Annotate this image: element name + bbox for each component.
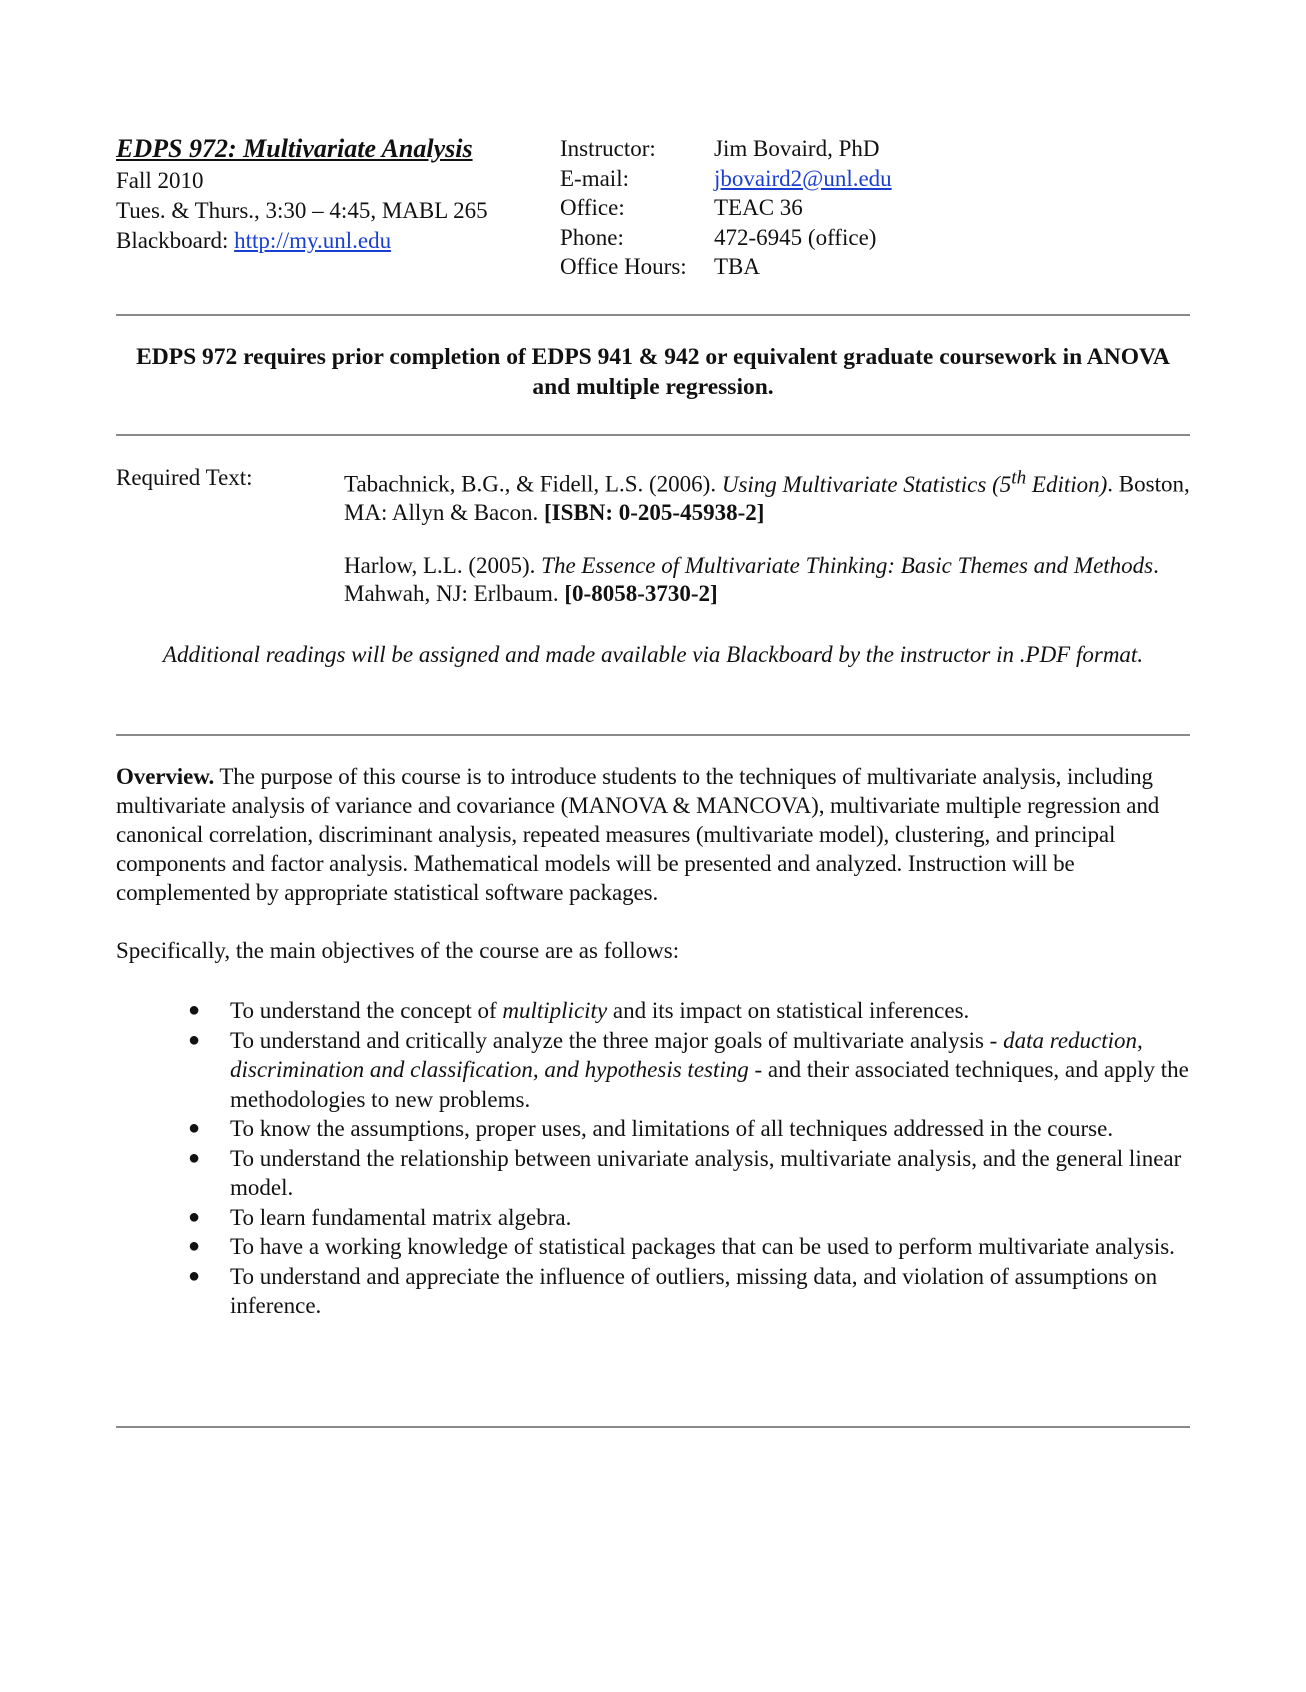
list-item [116,1203,1190,1233]
prerequisite-notice: EDPS 972 requires prior completion of EDPS 941 & 942 or equivalent graduate coursework in ANOVA and multiple regression. [136,344,1170,400]
course-term: Fall 2010 [116,168,204,193]
ref-authors: Tabachnick, B.G., & Fidell, L.S. (2006). [344,471,722,497]
course-schedule: Tues. & Thurs., 3:30 – 4:45, MABL 265 [116,198,488,223]
reference-tabachnick [344,464,1190,527]
contact-row-email [560,164,980,194]
divider [116,314,1190,316]
email-link[interactable]: jbovaird2@unl.edu [714,165,892,191]
blackboard-link[interactable]: http://my.unl.edu [234,228,392,253]
objective-text: To know the assumptions, proper uses, and limitations of all techniques addressed in the course. [230,1116,1114,1141]
divider [116,734,1190,736]
bullet-icon: ● [188,1235,201,1257]
objectives-intro: Specifically, the main objectives of the course are as follows: [116,938,680,963]
bullet-icon: ● [188,999,201,1021]
list-item [116,1232,1190,1262]
list-item [116,996,1190,1026]
objective-text: - and their associated techniques, and apply the methodologies to new problems. [230,1057,1189,1112]
objective-text: To have a working knowledge of statistical packages that can be used to perform multivariate analysis. [230,1234,1175,1259]
list-item [116,1114,1190,1144]
overview-text: The purpose of this course is to introduce students to the techniques of multivariate analysis, including multivariate analysis of variance and covariance (MANOVA & MANCOVA), multivariate multiple regression and canonical correlation, discriminant analysis, repeated measures (multivariate model), clustering, and principal components and factor analysis. Mathematical models will be presented and analyzed. Instruction will be complemented by appropriate statistical software packages. [116,764,1160,905]
list-item [116,1026,1190,1115]
bullet-icon: ● [188,1146,201,1169]
instructor-name: Jim Bovaird, PhD [714,136,880,161]
contact-row-office [560,193,980,223]
divider [116,434,1190,436]
objective-text: To understand and critically analyze the three major goals of multivariate analysis - [230,1027,1004,1053]
phone-number: 472-6945 (office) [714,224,877,250]
list-item [116,1262,1190,1321]
contact-label: Office Hours: [560,254,687,279]
office-hours: TBA [714,254,760,279]
ref-title [721,467,1108,497]
objectives-list [116,996,1190,1321]
ref-title: The Essence of Multivariate Thinking: Basic Themes and Methods [541,553,1154,578]
objective-emphasis: data reduction, discrimination and classification, and hypothesis testing [230,1027,1143,1082]
blackboard-label: Blackboard: [116,228,235,253]
bullet-icon: ● [188,1117,201,1139]
objective-text: and its impact on statistical inferences. [607,998,970,1023]
bullet-icon: ● [188,1028,201,1051]
course-info [116,132,556,256]
ref-publisher: . Mahwah, NJ: Erlbaum. [344,553,1159,606]
contact-label: Instructor: [560,136,656,161]
ref-authors: Harlow, L.L. (2005). [344,553,542,578]
instructor-contact [560,134,980,282]
syllabus-header [116,132,1190,292]
objective-emphasis: multiplicity [502,998,608,1023]
contact-row-phone [560,223,980,253]
objective-text: To learn fundamental matrix algebra. [230,1204,572,1230]
additional-readings-note: Additional readings will be assigned and made available via Blackboard by the instructor in .PDF format. [162,642,1144,667]
required-text-label: Required Text: [116,465,253,490]
objective-text: To understand the relationship between univariate analysis, multivariate analysis, and the general linear model. [230,1145,1182,1200]
contact-label: E-mail: [560,165,629,191]
course-blackboard [116,226,556,256]
contact-row-instructor [560,134,980,164]
divider [116,1426,1190,1428]
ref-title-end: Edition) [1026,471,1108,497]
contact-row-office-hours [560,252,980,282]
objective-text: To understand and appreciate the influence of outliers, missing data, and violation of assumptions on inference. [230,1263,1158,1318]
objective-text: To understand the concept of [230,998,503,1023]
syllabus-page [116,0,1190,1692]
overview-paragraph [116,762,1190,907]
ref-publisher: . Boston, MA: Allyn & Bacon. [344,471,1190,525]
reference-harlow [344,552,1190,608]
contact-label: Office: [560,195,625,220]
course-title: EDPS 972: Multivariate Analysis [116,134,473,163]
contact-label: Phone: [560,224,624,250]
ref-isbn: [ISBN: 0-205-45938-2] [543,499,765,525]
ref-isbn: [0-8058-3730-2] [564,581,718,606]
overview-label: Overview. [116,764,215,789]
office-location: TEAC 36 [714,195,803,220]
bullet-icon: ● [188,1264,201,1287]
ref-title-text: Using Multivariate Statistics (5 [721,471,1012,497]
list-item [116,1144,1190,1203]
bullet-icon: ● [188,1205,201,1228]
ref-title-sup: th [1011,467,1027,488]
